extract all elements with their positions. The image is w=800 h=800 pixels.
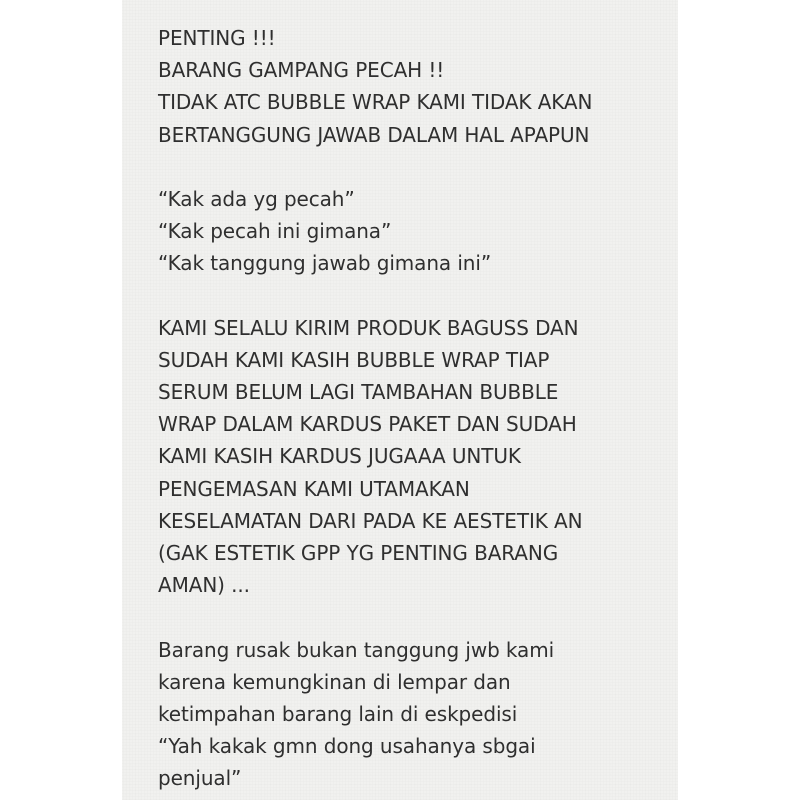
note-line: SUDAH KAMI KASIH BUBBLE WRAP TIAP [158,347,550,372]
note-line: “Kak tanggung jawab gimana ini” [158,251,492,276]
note-line: (GAK ESTETIK GPP YG PENTING BARANG [158,541,559,565]
note-line: “Kak pecah ini gimana” [158,219,392,244]
note-line: TIDAK ATC BUBBLE WRAP KAMI TIDAK AKAN [158,90,593,115]
note-line: AMAN) ... [158,573,250,598]
note-line: SERUM BELUM LAGI TAMBAHAN BUBBLE [158,380,559,405]
note-line: penjual” [158,766,242,791]
note-line: KAMI SELALU KIRIM PRODUK BAGUSS DAN [158,315,579,340]
note-line: BERTANGGUNG JAWAB DALAM HAL APAPUN [158,122,590,147]
note-line: PENTING !!! [158,26,276,50]
note-line: karena kemungkinan di lempar dan [158,669,511,694]
paragraph-gap [158,280,658,312]
note-line: PENGEMASAN KAMI UTAMAKAN [158,476,470,501]
note-line: ketimpahan barang lain di eskpedisi [158,701,518,726]
note-line: KESELAMATAN DARI PADA KE AESTETIK AN [158,508,583,533]
note-line: BARANG GAMPANG PECAH !! [158,58,445,83]
note-text [158,22,658,795]
note-line: WRAP DALAM KARDUS PAKET DAN SUDAH [158,412,577,437]
paragraph-gap [158,151,658,183]
note-line: “Kak ada yg pecah” [158,186,355,211]
note-line: KAMI KASIH KARDUS JUGAAA UNTUK [158,444,521,469]
paragraph-gap [158,601,658,633]
note-line: Barang rusak bukan tanggung jwb kami [158,637,555,662]
note-line: “Yah kakak gmn dong usahanya sbgai [158,734,536,759]
